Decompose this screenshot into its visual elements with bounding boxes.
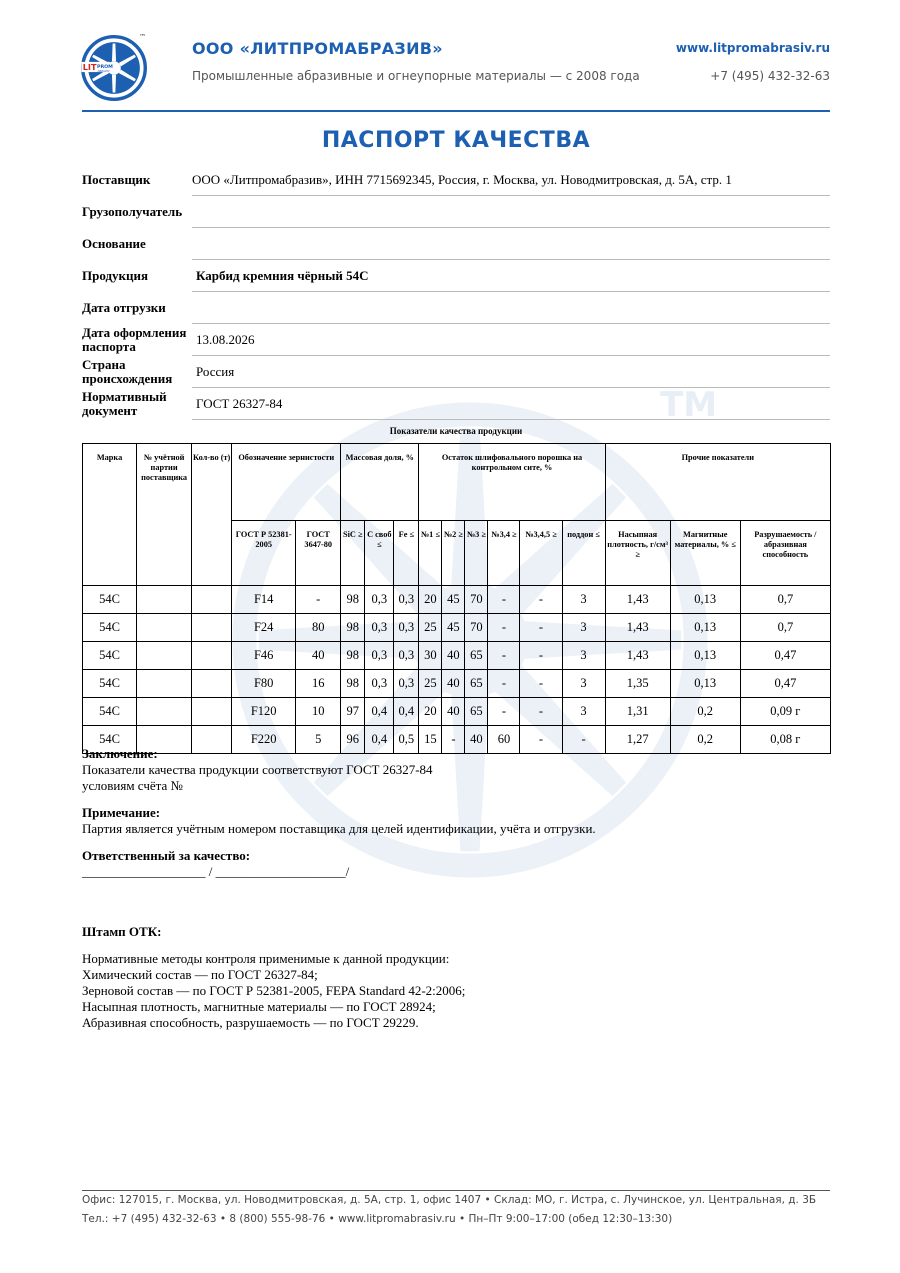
methods-intro: Нормативные методы контроля применимые к данной продукции:	[82, 951, 450, 966]
table-cell: 0,3	[394, 670, 419, 698]
table-cell: 0,4	[394, 698, 419, 726]
field-value	[192, 292, 830, 324]
field-consignee	[82, 196, 830, 228]
table-cell: 0,47	[740, 670, 830, 698]
table-cell: 16	[296, 670, 341, 698]
table-cell: 15	[419, 726, 442, 754]
table-cell: 96	[341, 726, 365, 754]
table-cell: 80	[296, 614, 341, 642]
table-cell: 0,08 г	[740, 726, 830, 754]
table-cell	[192, 642, 232, 670]
quality-table	[82, 443, 831, 754]
table-cell: 40	[442, 642, 465, 670]
field-country	[82, 356, 830, 388]
table-cell: 1,31	[605, 698, 670, 726]
col-header-cfree: С своб ≤	[365, 521, 394, 586]
table-cell: 0,3	[365, 670, 394, 698]
table-cell: 25	[419, 670, 442, 698]
logo-text-main: LIT	[82, 62, 97, 73]
table-cell	[137, 698, 192, 726]
table-cell: -	[488, 670, 520, 698]
field-label: Дата оформления паспорта	[82, 325, 187, 354]
table-cell: 98	[341, 670, 365, 698]
table-cell: 65	[465, 670, 488, 698]
table-cell: 40	[465, 726, 488, 754]
table-cell: 98	[341, 586, 365, 614]
table-row	[83, 586, 831, 614]
table-cell: 3	[562, 642, 605, 670]
table-cell: -	[520, 614, 562, 642]
table-cell	[192, 670, 232, 698]
field-value: Карбид кремния чёрный 54С	[192, 260, 830, 292]
table-row	[83, 614, 831, 642]
table-cell: 3	[562, 698, 605, 726]
col-header-tray: поддон ≤	[562, 521, 605, 586]
website-link[interactable]: www.litpromabrasiv.ru	[675, 41, 830, 55]
methods-item: Абразивная способность, разрушаемость — по ГОСТ 29229.	[82, 1015, 419, 1030]
methods-item: Зерновой состав — по ГОСТ Р 52381-2005, FEPA Standard 42-2:2006;	[82, 983, 466, 998]
note-heading: Примечание:	[82, 805, 161, 820]
table-cell: 0,4	[365, 726, 394, 754]
col-header-magnetic: Магнитные материалы, % ≤	[670, 521, 740, 586]
stamp-heading: Штамп ОТК:	[82, 924, 162, 939]
table-cell: -	[520, 726, 562, 754]
table-cell: 3	[562, 614, 605, 642]
methods-section	[82, 951, 465, 1031]
table-cell: 20	[419, 698, 442, 726]
table-cell: 65	[465, 698, 488, 726]
table-row	[83, 698, 831, 726]
trademark-symbol: ™	[139, 33, 146, 41]
table-cell: -	[488, 614, 520, 642]
field-value: ООО «Литпромабразив», ИНН 7715692345, Россия, г. Москва, ул. Новодмитровская, д. 5А, стр. 1	[192, 164, 830, 196]
document-fields	[82, 164, 830, 420]
table-cell: F80	[232, 670, 296, 698]
table-cell: 45	[442, 586, 465, 614]
field-issue-date	[82, 324, 830, 356]
table-cell: 0,3	[365, 586, 394, 614]
table-cell: 0,13	[670, 670, 740, 698]
table-cell: -	[520, 642, 562, 670]
table-cell: 30	[419, 642, 442, 670]
table-row	[83, 642, 831, 670]
col-group-grit: Обозначение зернистости	[232, 444, 341, 521]
table-cell: -	[488, 586, 520, 614]
logo-text-accent: PROM	[97, 65, 113, 70]
table-row	[83, 670, 831, 698]
table-cell: 5	[296, 726, 341, 754]
table-cell	[137, 586, 192, 614]
field-label: Основание	[82, 236, 146, 251]
table-cell: -	[442, 726, 465, 754]
table-cell: 40	[296, 642, 341, 670]
table-cell: 65	[465, 642, 488, 670]
field-label: Нормативный документ	[82, 389, 167, 418]
stamp-section	[82, 924, 161, 940]
table-cell: 70	[465, 586, 488, 614]
conclusion-section	[82, 746, 433, 794]
col-header-density: Насыпная плотность, г/см³ ≥	[605, 521, 670, 586]
conclusion-heading: Заключение:	[82, 746, 158, 761]
conclusion-line1: Показатели качества продукции соответствуют ГОСТ 26327-84	[82, 762, 433, 777]
table-cell: 3	[562, 670, 605, 698]
col-header-gost: ГОСТ 3647-80	[296, 521, 341, 586]
table-cell: 0,7	[740, 614, 830, 642]
table-cell: 1,43	[605, 642, 670, 670]
field-supplier	[82, 164, 830, 196]
field-value	[192, 196, 830, 228]
field-label: Продукция	[82, 268, 149, 283]
note-section	[82, 805, 596, 837]
field-value: ГОСТ 26327-84	[192, 388, 830, 420]
table-cell: 1,43	[605, 586, 670, 614]
table-cell: 98	[341, 642, 365, 670]
table-cell: 40	[442, 698, 465, 726]
table-cell: 54С	[83, 726, 137, 754]
table-cell: 54С	[83, 670, 137, 698]
col-group-other: Прочие показатели	[605, 444, 830, 521]
col-header-abrasive: Разрушаемость / абразивная способность	[740, 521, 830, 586]
table-cell: 1,43	[605, 614, 670, 642]
table-cell: 54С	[83, 586, 137, 614]
table-cell: F46	[232, 642, 296, 670]
logo-subtext: ABRAZIV	[97, 69, 110, 74]
col-header-mark: Марка	[83, 444, 137, 586]
table-cell	[137, 614, 192, 642]
field-label: Грузополучатель	[82, 204, 183, 219]
col-header-sic: SiC ≥	[341, 521, 365, 586]
field-label: Поставщик	[82, 172, 151, 187]
table-cell: 54С	[83, 642, 137, 670]
quality-table-body	[83, 586, 831, 754]
table-cell: 0,5	[394, 726, 419, 754]
company-tagline: Промышленные абразивные и огнеупорные материалы — с 2008 года	[192, 69, 640, 83]
field-standard	[82, 388, 830, 420]
table-cell	[192, 586, 232, 614]
table-cell: -	[562, 726, 605, 754]
table-cell: 0,13	[670, 642, 740, 670]
table-cell: 0,09 г	[740, 698, 830, 726]
col-header-gost-r: ГОСТ Р 52381-2005	[232, 521, 296, 586]
table-cell: 0,3	[394, 586, 419, 614]
field-value	[192, 228, 830, 260]
field-shipment-date	[82, 292, 830, 324]
table-cell: -	[488, 642, 520, 670]
footer-contacts: Тел.: +7 (495) 432-32-63 • 8 (800) 555-98-76 • www.litpromabrasiv.ru • Пн–Пт 9:00–17:00 (обед 12:30–13:30)	[82, 1213, 673, 1225]
table-cell: 54С	[83, 698, 137, 726]
field-value: 13.08.2026	[192, 324, 830, 356]
footer-address: Офис: 127015, г. Москва, ул. Новодмитровская, д. 5А, стр. 1, офис 1407 • Склад: МО, г. Истра, с. Лучинское, ул. Центральная, д. 3Б	[82, 1194, 817, 1206]
footer-divider	[82, 1190, 830, 1191]
table-cell: F120	[232, 698, 296, 726]
company-name: ООО «ЛИТПРОМАБРАЗИВ»	[192, 39, 443, 58]
table-cell: 0,3	[394, 614, 419, 642]
conclusion-line2: условиям счёта №	[82, 778, 183, 793]
col-group-residue: Остаток шлифовального порошка на контрольном сите, %	[419, 444, 605, 521]
table-cell: 0,13	[670, 614, 740, 642]
table-cell: 0,13	[670, 586, 740, 614]
table-cell	[192, 698, 232, 726]
document-title: ПАСПОРТ КАЧЕСТВА	[321, 128, 591, 153]
table-cell: 0,3	[365, 614, 394, 642]
table-cell: 1,35	[605, 670, 670, 698]
responsible-section	[82, 848, 349, 880]
table-cell: 10	[296, 698, 341, 726]
responsible-heading: Ответственный за качество:	[82, 848, 251, 863]
table-cell	[192, 614, 232, 642]
table-cell: 97	[341, 698, 365, 726]
col-header-batch: № учётной партии поставщика	[137, 444, 192, 586]
signature-line: ___________________ / ____________________/	[82, 864, 350, 879]
table-cell: 20	[419, 586, 442, 614]
table-cell: 0,3	[365, 642, 394, 670]
field-value: Россия	[192, 356, 830, 388]
col-group-mass: Массовая доля, %	[341, 444, 419, 521]
table-cell: 98	[341, 614, 365, 642]
table-cell: 70	[465, 614, 488, 642]
field-label: Страна происхождения	[82, 357, 173, 386]
field-product	[82, 260, 830, 292]
table-cell: -	[520, 670, 562, 698]
header-divider	[82, 110, 830, 112]
table-cell: 1,27	[605, 726, 670, 754]
table-cell: 25	[419, 614, 442, 642]
col-header-n2: №2 ≥	[442, 521, 465, 586]
table-cell: -	[520, 698, 562, 726]
table-cell: 0,2	[670, 698, 740, 726]
field-basis	[82, 228, 830, 260]
col-header-n1: №1 ≤	[419, 521, 442, 586]
table-cell: F220	[232, 726, 296, 754]
table-cell: 45	[442, 614, 465, 642]
watermark-tm: TM	[660, 385, 718, 425]
table-cell: 60	[488, 726, 520, 754]
table-cell: F14	[232, 586, 296, 614]
table-cell	[137, 642, 192, 670]
field-label: Дата отгрузки	[82, 300, 166, 315]
col-header-n3: №3 ≥	[465, 521, 488, 586]
table-cell: 0,47	[740, 642, 830, 670]
col-header-qty: Кол-во (т)	[192, 444, 232, 586]
header-phone: +7 (495) 432-32-63	[710, 69, 830, 83]
table-cell: 0,3	[394, 642, 419, 670]
table-cell: 54С	[83, 614, 137, 642]
col-header-fe: Fe ≤	[394, 521, 419, 586]
company-logo-icon	[80, 34, 148, 102]
table-cell: 0,7	[740, 586, 830, 614]
table-cell: 0,4	[365, 698, 394, 726]
table-caption: Показатели качества продукции	[389, 426, 523, 436]
col-header-n34: №3,4 ≥	[488, 521, 520, 586]
table-cell: 3	[562, 586, 605, 614]
col-header-n345: №3,4,5 ≥	[520, 521, 562, 586]
note-text: Партия является учётным номером поставщика для целей идентификации, учёта и отгрузки.	[82, 821, 596, 836]
table-cell: -	[296, 586, 341, 614]
table-cell: -	[520, 586, 562, 614]
table-cell: -	[488, 698, 520, 726]
table-cell	[137, 670, 192, 698]
table-cell: 40	[442, 670, 465, 698]
table-cell: 0,2	[670, 726, 740, 754]
methods-item: Насыпная плотность, магнитные материалы — по ГОСТ 28924;	[82, 999, 436, 1014]
methods-item: Химический состав — по ГОСТ 26327-84;	[82, 967, 318, 982]
table-cell: F24	[232, 614, 296, 642]
